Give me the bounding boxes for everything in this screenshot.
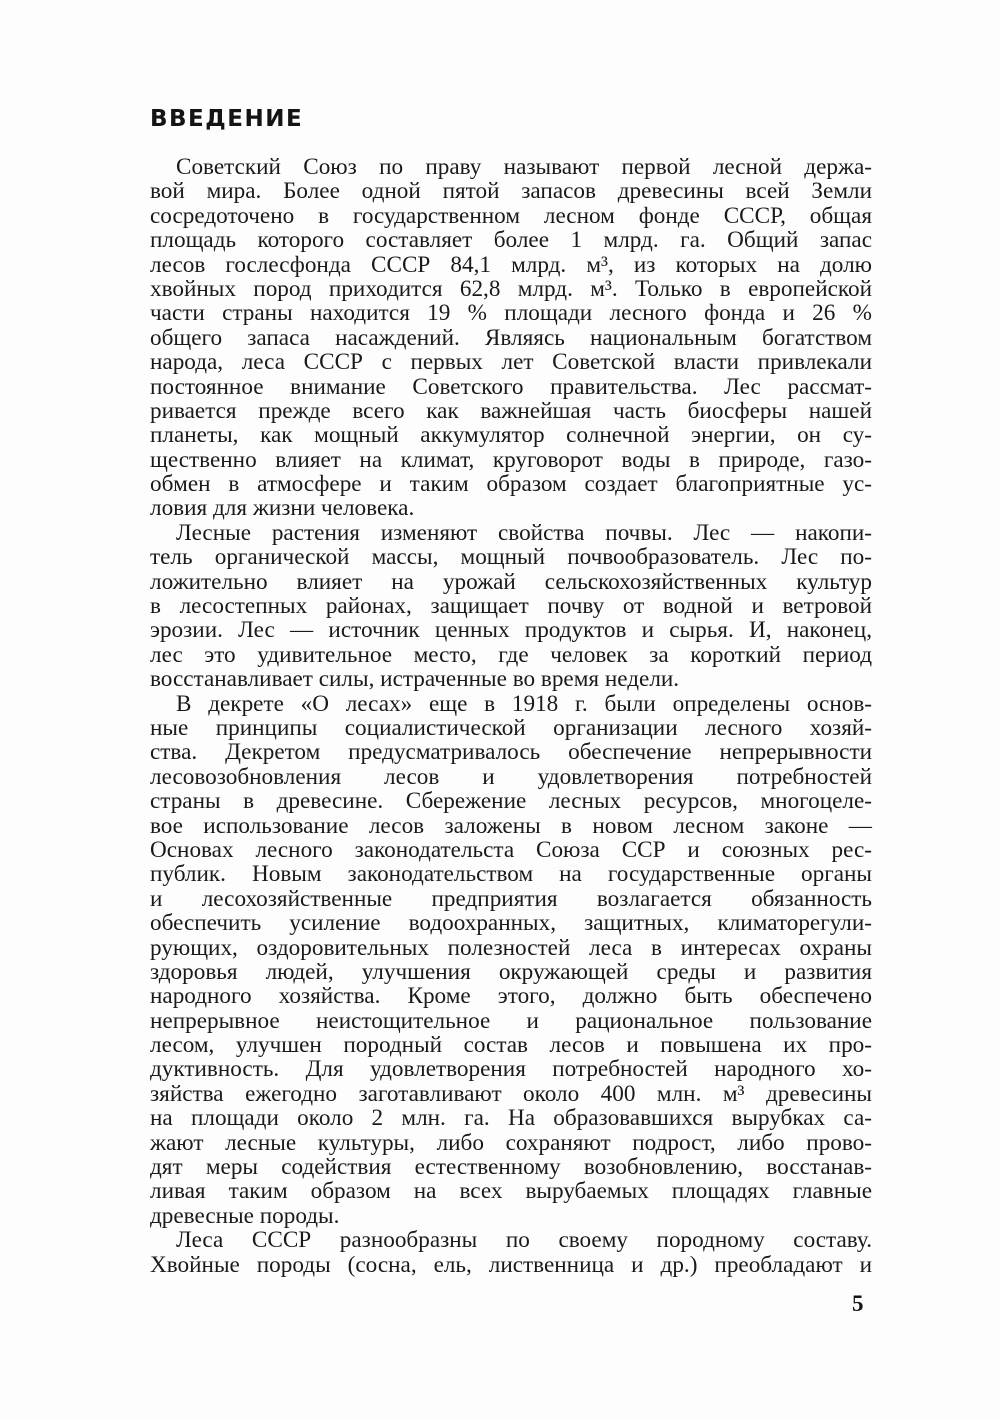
text-line: дуктивность. Для удовлетворения потребностей народного хо- — [150, 1056, 872, 1083]
text-line: зяйства ежегодно заготавливают около 400 млн. м³ древесины — [150, 1080, 872, 1107]
text-line: народного хозяйства. Кроме этого, должно быть обеспечено — [150, 983, 872, 1010]
text-line: страны в древесине. Сбережение лесных ресурсов, многоцеле- — [150, 788, 872, 815]
text-line: дят меры содействия естественному возобновлению, восстанав- — [150, 1154, 872, 1181]
text-line: лесов гослесфонда СССР 84,1 млрд. м³, из которых на долю — [150, 251, 872, 278]
text-line: ливая таким образом на всех вырубаемых площадях главные — [150, 1178, 872, 1205]
text-line: ства. Декретом предусматривалось обеспечение непрерывности — [150, 739, 872, 766]
text-line: на площади около 2 млн. га. На образовавшихся вырубках са- — [150, 1105, 872, 1132]
text-line: рующих, оздоровительных полезностей леса в интересах охраны — [150, 934, 872, 961]
text-line: лесовозобновления лесов и удовлетворения потребностей — [150, 763, 872, 790]
text-line: хвойных пород приходится 62,8 млрд. м³. Только в европейской — [150, 275, 872, 302]
text-line: сосредоточено в государственном лесном фонде СССР, общая — [150, 202, 872, 229]
text-line: обеспечить усиление водоохранных, защитных, климаторегули- — [150, 910, 872, 937]
text-line: вой мира. Более одной пятой запасов древесины всей Земли — [150, 178, 872, 205]
text-line: планеты, как мощный аккумулятор солнечной энергии, он су- — [150, 422, 872, 449]
page-number: 5 — [852, 1291, 864, 1316]
text-line: Основах лесного законодательста Союза ССР и союзных рес- — [150, 836, 872, 863]
text-line: общего запаса насаждений. Являясь национальным богатством — [150, 324, 872, 351]
text-line: Хвойные породы (сосна, ель, лиственница и др.) преобладают и — [150, 1251, 872, 1278]
text-line: эрозии. Лес — источник ценных продуктов и сырья. И, наконец, — [150, 617, 872, 644]
text-line: лесом, улучшен породный состав лесов и повышена их про- — [150, 1032, 872, 1059]
text-line: ривается прежде всего как важнейшая часть биосферы нашей — [150, 397, 872, 424]
text-line: ловия для жизни человека. — [150, 495, 415, 522]
section-heading: ВВЕДЕНИЕ — [150, 106, 304, 132]
text-line: постоянное внимание Советского правительства. Лес рассмат- — [150, 373, 872, 400]
text-line: народа, леса СССР с первых лет Советской власти привлекали — [150, 349, 872, 376]
body-text — [150, 155, 872, 1277]
text-line: Советский Союз по праву называют первой лесной держа- — [176, 154, 872, 180]
text-line: в лесостепных районах, защищает почву от водной и ветровой — [150, 593, 872, 620]
text-line: жают лесные культуры, либо сохраняют подрост, либо прово- — [150, 1129, 872, 1156]
text-line: площадь которого составляет более 1 млрд. га. Общий запас — [150, 227, 872, 254]
text-line: Леса СССР разнообразны по своему породному составу. — [176, 1227, 872, 1254]
text-line: восстанавливает силы, истраченные во время недели. — [150, 666, 680, 693]
text-line: Лесные растения изменяют свойства почвы. Лес — накопи- — [176, 519, 872, 546]
text-line: тель органической массы, мощный почвообразователь. Лес по- — [150, 544, 872, 571]
text-line: В декрете «О лесах» еще в 1918 г. были определены основ- — [176, 690, 872, 717]
text-line: публик. Новым законодательством на государственные органы — [150, 861, 872, 888]
text-line: щественно влияет на климат, круговорот воды в природе, газо- — [150, 446, 872, 473]
text-line: части страны находится 19 % площади лесного фонда и 26 % — [150, 300, 872, 327]
text-line: здоровья людей, улучшения окружающей среды и развития — [150, 958, 872, 985]
text-line: и лесохозяйственные предприятия возлагается обязанность — [150, 885, 872, 912]
text-line: лес это удивительное место, где человек за короткий период — [150, 641, 872, 668]
text-line: ные принципы социалистической организации лесного хозяй- — [150, 714, 872, 741]
text-line: обмен в атмосфере и таким образом создает благоприятные ус- — [150, 471, 872, 498]
text-line: вое использование лесов заложены в новом лесном законе — — [150, 812, 872, 839]
text-line: непрерывное неистощительное и рациональное пользование — [150, 1007, 872, 1034]
text-line: древесные породы. — [150, 1202, 340, 1229]
text-line: ложительно влияет на урожай сельскохозяйственных культур — [150, 568, 872, 595]
